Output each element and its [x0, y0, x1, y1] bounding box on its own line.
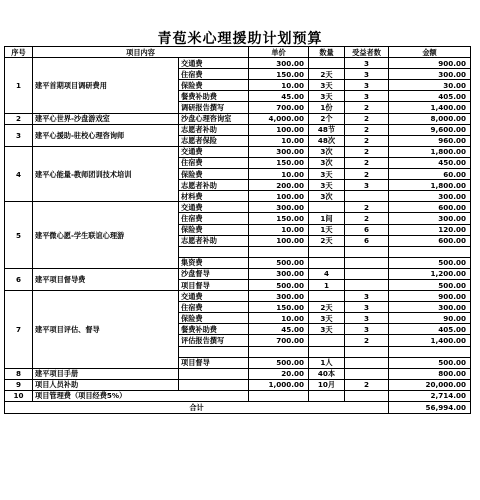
- row-price: 20.00: [249, 368, 309, 379]
- row-amount: 500.00: [389, 357, 471, 368]
- row-quantity: [309, 335, 345, 346]
- row-quantity: 48节: [309, 124, 345, 135]
- table-row: [5, 146, 471, 157]
- row-beneficiaries: 3: [345, 324, 389, 335]
- row-price: 300.00: [249, 58, 309, 69]
- row-price: 500.00: [249, 279, 309, 290]
- row-amount: 900.00: [389, 58, 471, 69]
- row-quantity: 3次: [309, 146, 345, 157]
- row-price: 10.00: [249, 80, 309, 91]
- total-amount: 56,994.00: [389, 402, 471, 414]
- row-beneficiaries: [345, 346, 389, 357]
- row-amount: 1,200.00: [389, 268, 471, 279]
- row-quantity: [309, 291, 345, 302]
- row-amount: 800.00: [389, 368, 471, 379]
- row-amount: 20,000.00: [389, 379, 471, 390]
- row-beneficiaries: 2: [345, 113, 389, 124]
- row-beneficiaries: 3: [345, 180, 389, 191]
- row-price: [249, 246, 309, 257]
- row-beneficiaries: 2: [345, 124, 389, 135]
- row-item: 建平项目手册: [33, 368, 179, 379]
- row-price: [249, 390, 309, 401]
- row-beneficiaries: 3: [345, 80, 389, 91]
- row-amount: 8,000.00: [389, 113, 471, 124]
- row-quantity: [309, 58, 345, 69]
- row-price: 100.00: [249, 191, 309, 202]
- row-beneficiaries: 3: [345, 69, 389, 80]
- row-quantity: 3次: [309, 191, 345, 202]
- row-item: 项目人员补助: [33, 379, 179, 390]
- table-row: [5, 268, 471, 279]
- row-quantity: 2天: [309, 302, 345, 313]
- row-amount: 300.00: [389, 69, 471, 80]
- row-amount: 500.00: [389, 257, 471, 268]
- row-subitem: 保险费: [179, 313, 249, 324]
- row-amount: 1,800.00: [389, 180, 471, 191]
- row-item: 建平项目评估、督导: [33, 291, 179, 369]
- row-beneficiaries: [345, 279, 389, 290]
- row-price: 100.00: [249, 235, 309, 246]
- row-price: 45.00: [249, 91, 309, 102]
- row-subitem: 住宿费: [179, 302, 249, 313]
- row-amount: 2,714.00: [389, 390, 471, 401]
- table-row: [5, 124, 471, 135]
- row-quantity: 10月: [309, 379, 345, 390]
- row-item: 建平心能量-教师团训技术培训: [33, 146, 179, 201]
- row-beneficiaries: [345, 246, 389, 257]
- row-subitem: 志愿者补助: [179, 180, 249, 191]
- table-row: [5, 368, 471, 379]
- row-amount: 90.00: [389, 313, 471, 324]
- row-amount: 405.00: [389, 91, 471, 102]
- row-price: 10.00: [249, 169, 309, 180]
- row-amount: 60.00: [389, 169, 471, 180]
- row-index: 10: [5, 390, 33, 401]
- row-quantity: 1份: [309, 102, 345, 113]
- row-amount: 300.00: [389, 213, 471, 224]
- row-quantity: 1: [309, 279, 345, 290]
- row-beneficiaries: 2: [345, 202, 389, 213]
- row-amount: 9,600.00: [389, 124, 471, 135]
- row-item: 项目管理费（项目经费5%）: [33, 390, 249, 401]
- row-subitem: 材料费: [179, 191, 249, 202]
- table-row: [5, 113, 471, 124]
- row-beneficiaries: 6: [345, 224, 389, 235]
- row-quantity: 1间: [309, 213, 345, 224]
- header-amount: 金额: [389, 47, 471, 58]
- row-quantity: 3天: [309, 324, 345, 335]
- row-amount: 300.00: [389, 191, 471, 202]
- row-beneficiaries: 3: [345, 91, 389, 102]
- row-price: 10.00: [249, 313, 309, 324]
- row-price: 700.00: [249, 335, 309, 346]
- row-subitem: 保险费: [179, 80, 249, 91]
- row-subitem: 集资费: [179, 257, 249, 268]
- row-index: 3: [5, 124, 33, 146]
- row-amount: 600.00: [389, 235, 471, 246]
- row-beneficiaries: 2: [345, 335, 389, 346]
- row-beneficiaries: 2: [345, 379, 389, 390]
- header-item: 项目内容: [33, 47, 249, 58]
- row-quantity: 40本: [309, 368, 345, 379]
- table-row: [5, 379, 471, 390]
- row-subitem: 餐费补助费: [179, 324, 249, 335]
- row-price: 150.00: [249, 302, 309, 313]
- row-item: 建平心援助-驻校心理咨询师: [33, 124, 179, 146]
- row-quantity: 3天: [309, 180, 345, 191]
- row-subitem: [179, 379, 249, 390]
- row-beneficiaries: [345, 191, 389, 202]
- row-amount: 900.00: [389, 291, 471, 302]
- row-subitem: 交通费: [179, 58, 249, 69]
- header-quantity: 数量: [309, 47, 345, 58]
- row-beneficiaries: 2: [345, 102, 389, 113]
- row-beneficiaries: 2: [345, 169, 389, 180]
- row-price: 45.00: [249, 324, 309, 335]
- row-subitem: 交通费: [179, 146, 249, 157]
- row-price: 200.00: [249, 180, 309, 191]
- row-quantity: 1人: [309, 357, 345, 368]
- row-subitem: 保险费: [179, 169, 249, 180]
- row-subitem: [179, 368, 249, 379]
- row-amount: 300.00: [389, 302, 471, 313]
- row-amount: [389, 246, 471, 257]
- row-subitem: 调研报告撰写: [179, 102, 249, 113]
- row-price: 150.00: [249, 157, 309, 168]
- row-price: 700.00: [249, 102, 309, 113]
- row-quantity: 3天: [309, 80, 345, 91]
- table-row: [5, 202, 471, 213]
- row-subitem: 住宿费: [179, 213, 249, 224]
- row-beneficiaries: 2: [345, 157, 389, 168]
- row-subitem: 沙盘督导: [179, 268, 249, 279]
- row-amount: 960.00: [389, 135, 471, 146]
- row-price: [249, 346, 309, 357]
- row-quantity: 1天: [309, 224, 345, 235]
- document-title: 青苞米心理援助计划预算: [157, 31, 323, 47]
- total-label: 合计: [5, 402, 389, 414]
- row-amount: 500.00: [389, 279, 471, 290]
- row-price: 500.00: [249, 357, 309, 368]
- row-beneficiaries: 6: [345, 235, 389, 246]
- row-subitem: 餐费补助费: [179, 91, 249, 102]
- row-subitem: 志愿者保险: [179, 135, 249, 146]
- row-subitem: 评估报告撰写: [179, 335, 249, 346]
- row-amount: [389, 346, 471, 357]
- row-quantity: [309, 390, 345, 401]
- row-price: 150.00: [249, 69, 309, 80]
- row-beneficiaries: 3: [345, 302, 389, 313]
- row-subitem: 沙盘心理咨询室: [179, 113, 249, 124]
- row-beneficiaries: [345, 357, 389, 368]
- table-row: [5, 58, 471, 69]
- row-beneficiaries: [345, 368, 389, 379]
- row-subitem: 住宿费: [179, 157, 249, 168]
- header-price: 单价: [249, 47, 309, 58]
- table-row: [5, 390, 471, 401]
- row-quantity: 3次: [309, 157, 345, 168]
- row-index: 8: [5, 368, 33, 379]
- row-index: 2: [5, 113, 33, 124]
- row-quantity: [309, 257, 345, 268]
- row-index: 9: [5, 379, 33, 390]
- row-subitem: 项目督导: [179, 279, 249, 290]
- row-subitem: 交通费: [179, 291, 249, 302]
- row-item: 建平项目督导费: [33, 268, 179, 290]
- row-index: 5: [5, 202, 33, 269]
- row-price: 300.00: [249, 146, 309, 157]
- row-index: 1: [5, 58, 33, 113]
- row-beneficiaries: [345, 257, 389, 268]
- row-quantity: 2个: [309, 113, 345, 124]
- row-quantity: 2天: [309, 69, 345, 80]
- row-subitem: 住宿费: [179, 69, 249, 80]
- row-price: 100.00: [249, 124, 309, 135]
- row-beneficiaries: 2: [345, 135, 389, 146]
- row-beneficiaries: 3: [345, 291, 389, 302]
- row-subitem: 项目督导: [179, 357, 249, 368]
- row-quantity: [309, 346, 345, 357]
- row-item: 建平微心愿-学生联谊心理游: [33, 202, 179, 269]
- row-quantity: [309, 246, 345, 257]
- row-quantity: 2天: [309, 235, 345, 246]
- row-price: 10.00: [249, 135, 309, 146]
- header-index: 序号: [5, 47, 33, 58]
- row-index: 6: [5, 268, 33, 290]
- row-quantity: [309, 202, 345, 213]
- row-subitem: [179, 346, 249, 357]
- row-amount: 1,400.00: [389, 102, 471, 113]
- row-amount: 450.00: [389, 157, 471, 168]
- row-subitem: [179, 246, 249, 257]
- row-beneficiaries: [345, 390, 389, 401]
- row-index: 7: [5, 291, 33, 369]
- row-item: 建平心世界-沙盘游戏室: [33, 113, 179, 124]
- row-index: 4: [5, 146, 33, 201]
- row-item: 建平首期项目调研费用: [33, 58, 179, 113]
- row-amount: 1,400.00: [389, 335, 471, 346]
- row-beneficiaries: 2: [345, 213, 389, 224]
- row-quantity: 3天: [309, 169, 345, 180]
- row-amount: 405.00: [389, 324, 471, 335]
- table-row: [5, 291, 471, 302]
- header-row: [5, 47, 471, 58]
- row-subitem: 志愿者补助: [179, 235, 249, 246]
- row-quantity: 3天: [309, 313, 345, 324]
- row-price: 500.00: [249, 257, 309, 268]
- row-price: 300.00: [249, 291, 309, 302]
- row-beneficiaries: 3: [345, 313, 389, 324]
- row-beneficiaries: [345, 268, 389, 279]
- row-amount: 600.00: [389, 202, 471, 213]
- row-amount: 1,800.00: [389, 146, 471, 157]
- row-amount: 30.00: [389, 80, 471, 91]
- row-beneficiaries: 2: [345, 146, 389, 157]
- row-price: 300.00: [249, 202, 309, 213]
- row-price: 150.00: [249, 213, 309, 224]
- row-quantity: 3天: [309, 91, 345, 102]
- row-price: 300.00: [249, 268, 309, 279]
- row-quantity: 48次: [309, 135, 345, 146]
- row-subitem: 志愿者补助: [179, 124, 249, 135]
- row-price: 10.00: [249, 224, 309, 235]
- row-beneficiaries: 3: [345, 58, 389, 69]
- row-price: 1,000.00: [249, 379, 309, 390]
- total-row: [5, 402, 471, 414]
- header-beneficiaries: 受益者数: [345, 47, 389, 58]
- row-subitem: 交通费: [179, 202, 249, 213]
- row-price: 4,000.00: [249, 113, 309, 124]
- budget-table: [4, 46, 471, 414]
- row-amount: 120.00: [389, 224, 471, 235]
- row-subitem: 保险费: [179, 224, 249, 235]
- row-quantity: 4: [309, 268, 345, 279]
